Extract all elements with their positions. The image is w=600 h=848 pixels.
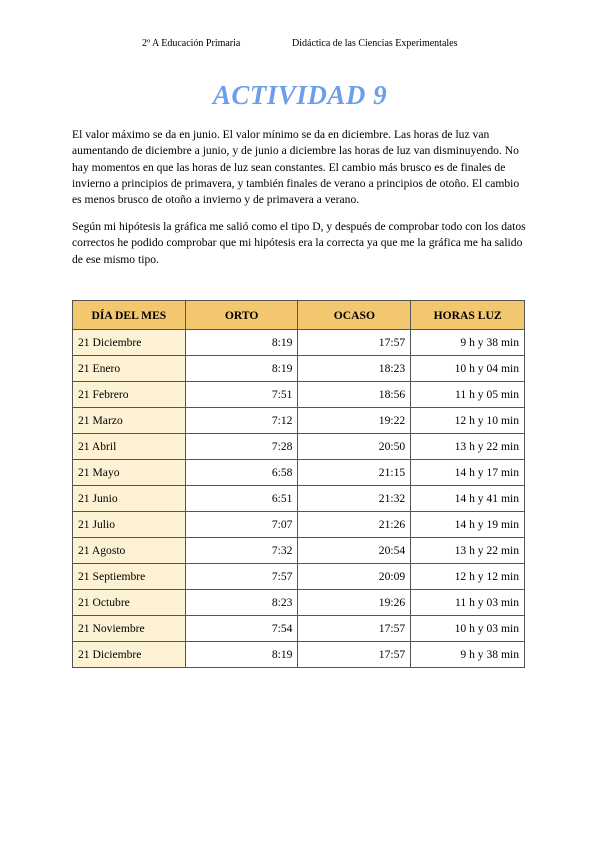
- cell-day: 21 Abril: [73, 434, 186, 460]
- table-row: [73, 434, 525, 460]
- cell-horas-luz: 14 h y 41 min: [411, 486, 525, 512]
- cell-day: 21 Mayo: [73, 460, 186, 486]
- table-row: [73, 356, 525, 382]
- cell-day: 21 Diciembre: [73, 642, 186, 668]
- cell-horas-luz: 14 h y 17 min: [411, 460, 525, 486]
- cell-day: 21 Marzo: [73, 408, 186, 434]
- cell-orto: 8:19: [185, 356, 298, 382]
- cell-day: 21 Diciembre: [73, 330, 186, 356]
- cell-day: 21 Noviembre: [73, 616, 186, 642]
- cell-orto: 7:32: [185, 538, 298, 564]
- cell-orto: 7:57: [185, 564, 298, 590]
- header-orto: ORTO: [185, 301, 298, 330]
- table-row: [73, 382, 525, 408]
- cell-horas-luz: 13 h y 22 min: [411, 538, 525, 564]
- cell-orto: 6:51: [185, 486, 298, 512]
- cell-horas-luz: 10 h y 03 min: [411, 616, 525, 642]
- cell-horas-luz: 9 h y 38 min: [411, 330, 525, 356]
- cell-horas-luz: 11 h y 05 min: [411, 382, 525, 408]
- cell-ocaso: 20:09: [298, 564, 411, 590]
- table-row: [73, 486, 525, 512]
- table-row: [73, 408, 525, 434]
- cell-orto: 8:19: [185, 330, 298, 356]
- cell-orto: 7:12: [185, 408, 298, 434]
- cell-ocaso: 19:22: [298, 408, 411, 434]
- paragraph-hypothesis: Según mi hipótesis la gráfica me salió como el tipo D, y después de comprobar todo con los datos correctos he podido comprobar que mi hipótesis era la correcta ya que me la gráfica me ha salido de ese mismo tipo.: [72, 220, 526, 266]
- cell-orto: 7:51: [185, 382, 298, 408]
- page-title: ACTIVIDAD 9: [212, 80, 388, 110]
- cell-horas-luz: 12 h y 12 min: [411, 564, 525, 590]
- table-row: [73, 564, 525, 590]
- cell-ocaso: 21:32: [298, 486, 411, 512]
- cell-ocaso: 19:26: [298, 590, 411, 616]
- cell-ocaso: 18:56: [298, 382, 411, 408]
- cell-ocaso: 17:57: [298, 616, 411, 642]
- cell-day: 21 Enero: [73, 356, 186, 382]
- header-course: 2º A Educación Primaria: [142, 38, 241, 49]
- cell-ocaso: 21:26: [298, 512, 411, 538]
- cell-orto: 7:07: [185, 512, 298, 538]
- cell-day: 21 Agosto: [73, 538, 186, 564]
- cell-orto: 8:19: [185, 642, 298, 668]
- cell-ocaso: 20:54: [298, 538, 411, 564]
- table-row: [73, 538, 525, 564]
- header-subject: Didáctica de las Ciencias Experimentales: [292, 38, 458, 49]
- cell-horas-luz: 12 h y 10 min: [411, 408, 525, 434]
- header-ocaso: OCASO: [298, 301, 411, 330]
- cell-orto: 7:28: [185, 434, 298, 460]
- cell-horas-luz: 11 h y 03 min: [411, 590, 525, 616]
- header-day: DÍA DEL MES: [73, 301, 186, 330]
- table-row: [73, 512, 525, 538]
- table-header-row: [73, 301, 525, 330]
- table-row: [73, 616, 525, 642]
- cell-day: 21 Julio: [73, 512, 186, 538]
- table-row: [73, 590, 525, 616]
- cell-ocaso: 18:23: [298, 356, 411, 382]
- cell-horas-luz: 13 h y 22 min: [411, 434, 525, 460]
- cell-day: 21 Septiembre: [73, 564, 186, 590]
- cell-orto: 8:23: [185, 590, 298, 616]
- table-row: [73, 330, 525, 356]
- header-horas-luz: HORAS LUZ: [411, 301, 525, 330]
- cell-day: 21 Febrero: [73, 382, 186, 408]
- cell-ocaso: 17:57: [298, 330, 411, 356]
- cell-horas-luz: 10 h y 04 min: [411, 356, 525, 382]
- cell-day: 21 Junio: [73, 486, 186, 512]
- paragraph-analysis: El valor máximo se da en junio. El valor mínimo se da en diciembre. Las horas de luz van aumentando de diciembre a junio, y de junio a diciembre las horas de luz van disminuyendo. No hay momentos en que las horas de luz sean constantes. El cambio más brusco es de finales de invierno a principios de primavera, y también finales de verano a principios de otoño. El cambio es menos brusco de otoño a invierno y de primavera a verano.: [72, 128, 520, 207]
- cell-orto: 7:54: [185, 616, 298, 642]
- table-row: [73, 642, 525, 668]
- cell-horas-luz: 9 h y 38 min: [411, 642, 525, 668]
- cell-horas-luz: 14 h y 19 min: [411, 512, 525, 538]
- cell-ocaso: 21:15: [298, 460, 411, 486]
- cell-orto: 6:58: [185, 460, 298, 486]
- cell-ocaso: 17:57: [298, 642, 411, 668]
- cell-ocaso: 20:50: [298, 434, 411, 460]
- table-row: [73, 460, 525, 486]
- cell-day: 21 Octubre: [73, 590, 186, 616]
- daylight-table: [72, 300, 525, 668]
